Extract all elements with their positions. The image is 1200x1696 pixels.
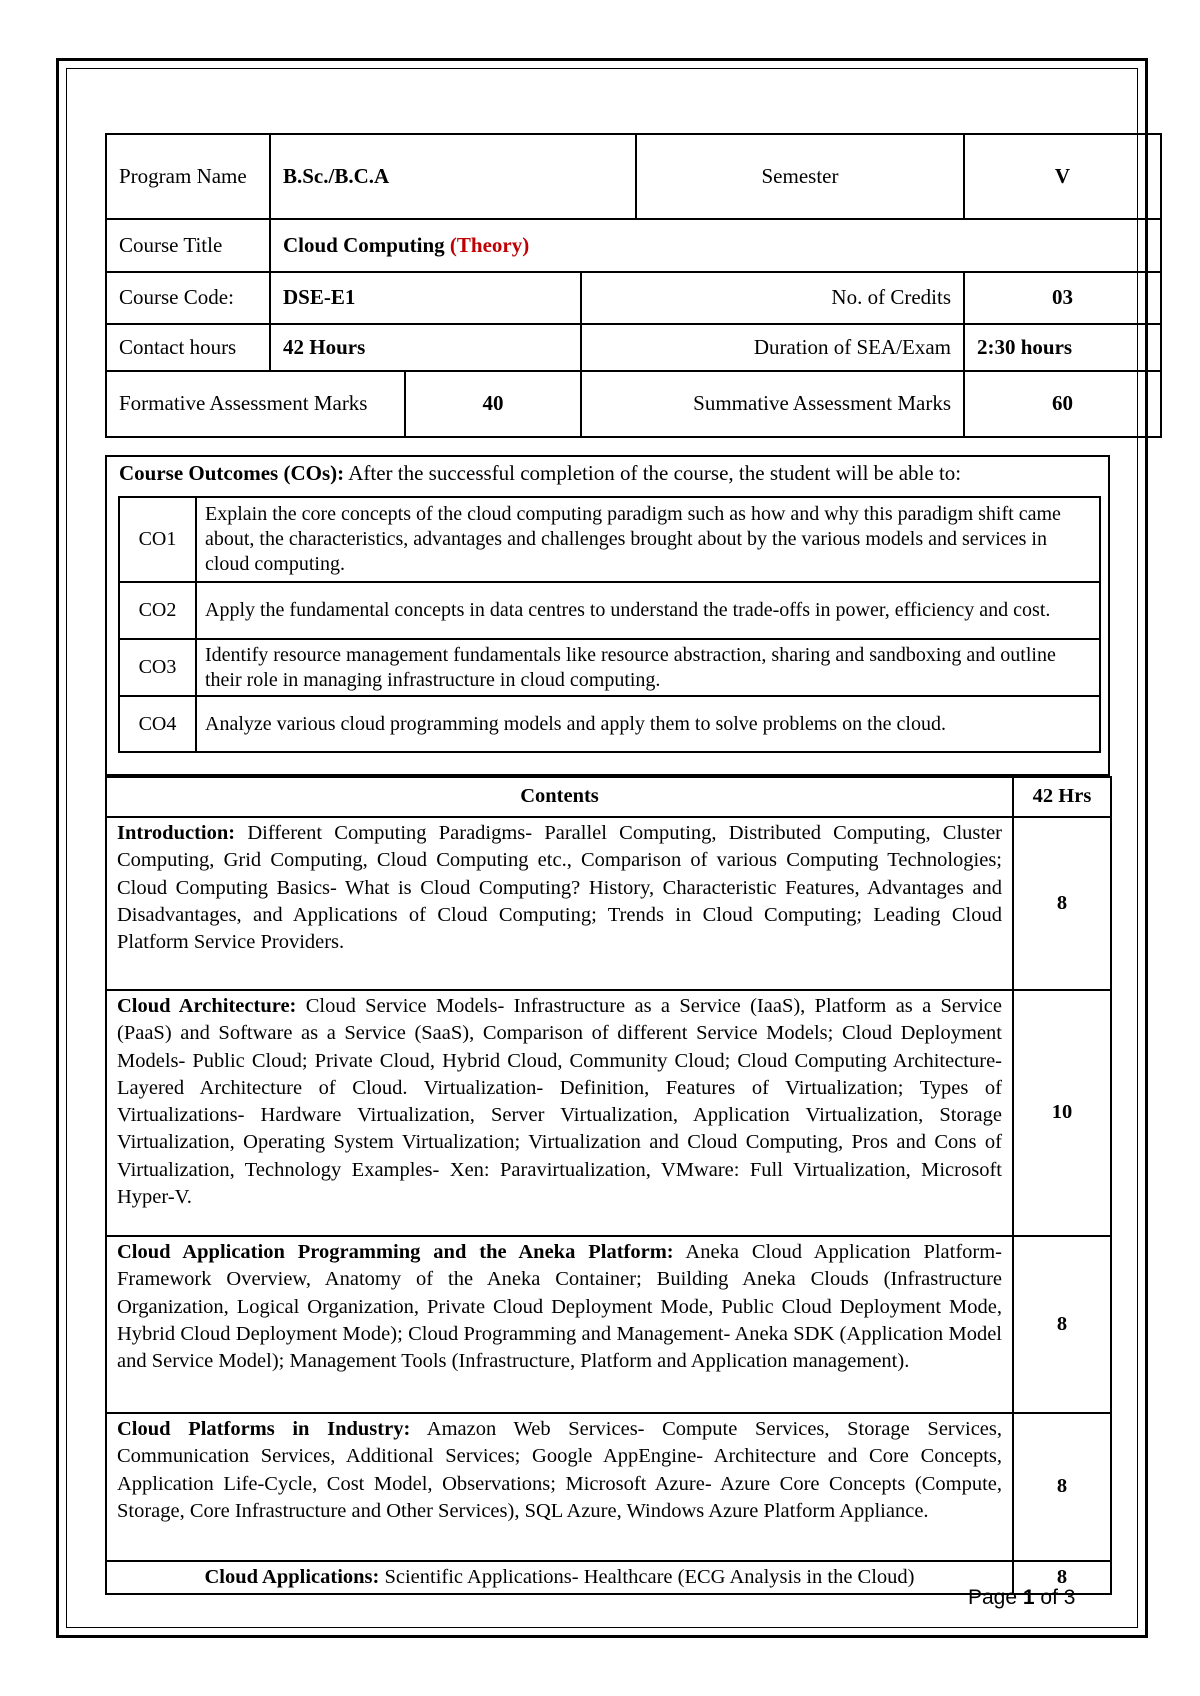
course-outcomes-table <box>118 496 1101 753</box>
course-outcomes-heading <box>119 461 961 486</box>
course-title-cell <box>270 219 1161 272</box>
summative-value: 60 <box>964 371 1161 437</box>
co-row <box>119 582 1100 639</box>
unit-description <box>106 990 1013 1236</box>
unit-hours: 8 <box>1013 1561 1111 1594</box>
co-row <box>119 497 1100 582</box>
co-id: CO1 <box>119 497 196 582</box>
unit-text: Aneka Cloud Application Platform- Framework Overview, Anatomy of the Aneka Container; Building Aneka Clouds (Infrastructure Organization, Logical Organization, Private Cloud Deployment Mode, Public Cloud Deployment Mode, Hybrid Cloud Deployment Mode); Cloud Programming and Management- Aneka SDK (Application Model and Service Model); Management Tools (Infrastructure, Platform and Application management). <box>117 1241 1003 1372</box>
course-info-table <box>105 133 1162 438</box>
unit-title: Cloud Architecture: <box>117 995 297 1017</box>
unit-row <box>106 817 1111 990</box>
semester-value: V <box>964 134 1161 219</box>
unit-hours: 8 <box>1013 1236 1111 1413</box>
unit-title: Cloud Applications: <box>204 1566 380 1588</box>
credits-value: 03 <box>964 272 1161 324</box>
co-id: CO3 <box>119 639 196 696</box>
unit-text: Cloud Service Models- Infrastructure as a Service (IaaS), Platform as a Service (PaaS) and Software as a Service (SaaS), Comparison of different Service Models; Cloud Deployment Models- Public Cloud; Private Cloud, Hybrid Cloud, Community Cloud; Cloud Computing Architecture- Layered Architecture of Cloud. Virtualization- Definition, Features of Virtualization; Types of Virtualizations- Hardware Virtualization, Server Virtualization, Application Virtualization, Storage Virtualization, Operating System Virtualization; Virtualization and Cloud Computing, Pros and Cons of Virtualization, Technology Examples- Xen: Paravirtualization, VMware: Full Virtualization, Microsoft Hyper-V. <box>117 995 1003 1208</box>
unit-title: Cloud Application Programming and the Aneka Platform: <box>117 1241 674 1263</box>
program-name-value: B.Sc./B.C.A <box>270 134 636 219</box>
co-id: CO2 <box>119 582 196 639</box>
course-outcomes-heading-text: After the successful completion of the course, the student will be able to: <box>348 461 962 485</box>
unit-row <box>106 1236 1111 1413</box>
unit-hours: 10 <box>1013 990 1111 1236</box>
of-label: of <box>1040 1586 1058 1609</box>
contents-table <box>105 776 1112 1595</box>
summative-label: Summative Assessment Marks <box>581 371 964 437</box>
co-text: Explain the core concepts of the cloud computing paradigm such as how and why this paradigm shift came about, the characteristics, advantages and challenges brought about by the various models and services in cloud computing. <box>196 497 1100 582</box>
program-name-label: Program Name <box>106 134 270 219</box>
unit-description <box>106 1413 1013 1561</box>
co-text: Analyze various cloud programming models and apply them to solve problems on the cloud. <box>196 696 1100 752</box>
co-text: Identify resource management fundamentals like resource abstraction, sharing and sandboxing and outline their role in managing infrastructure in cloud computing. <box>196 639 1100 696</box>
duration-label: Duration of SEA/Exam <box>581 324 964 371</box>
unit-hours: 8 <box>1013 1413 1111 1561</box>
contents-header-row <box>106 777 1111 817</box>
course-title-value: Cloud Computing <box>283 232 445 257</box>
unit-text: Different Computing Paradigms- Parallel Computing, Distributed Computing, Cluster Computing, Grid Computing, Cloud Computing etc., Comparison of various Computing Technologies; Cloud Computing Basics- What is Cloud Computing? History, Characteristic Features, Advantages and Disadvantages, and Applications of Cloud Computing; Trends in Cloud Computing; Leading Cloud Platform Service Providers. <box>117 822 1002 953</box>
contents-header: Contents <box>106 777 1013 817</box>
unit-text: Scientific Applications- Healthcare (ECG Analysis in the Cloud) <box>384 1566 915 1588</box>
contact-hours-value: 42 Hours <box>270 324 581 371</box>
unit-title: Cloud Platforms in Industry: <box>117 1418 411 1440</box>
unit-row <box>106 1413 1111 1561</box>
unit-hours: 8 <box>1013 817 1111 990</box>
co-row <box>119 696 1100 752</box>
total-pages: 3 <box>1063 1586 1076 1609</box>
credits-label: No. of Credits <box>581 272 964 324</box>
course-outcomes-box <box>105 455 1110 776</box>
co-id: CO4 <box>119 696 196 752</box>
semester-label: Semester <box>636 134 964 219</box>
current-page: 1 <box>1022 1586 1035 1609</box>
unit-row <box>106 990 1111 1236</box>
course-code-label: Course Code: <box>106 272 270 324</box>
course-outcomes-heading-label: Course Outcomes (COs): <box>119 461 345 485</box>
unit-row <box>106 1561 1111 1594</box>
page-label: Page <box>968 1586 1018 1609</box>
unit-title: Introduction: <box>117 822 236 844</box>
co-text: Apply the fundamental concepts in data centres to understand the trade-offs in power, efficiency and cost. <box>196 582 1100 639</box>
course-code-value: DSE-E1 <box>270 272 581 324</box>
contact-hours-label: Contact hours <box>106 324 270 371</box>
course-title-suffix: (Theory) <box>449 232 530 257</box>
page-number <box>968 1586 1075 1610</box>
unit-description <box>106 817 1013 990</box>
duration-value: 2:30 hours <box>964 324 1161 371</box>
contents-hours-header: 42 Hrs <box>1013 777 1111 817</box>
course-title-label: Course Title <box>106 219 270 272</box>
unit-description <box>106 1561 1013 1594</box>
formative-value: 40 <box>405 371 581 437</box>
co-row <box>119 639 1100 696</box>
unit-description <box>106 1236 1013 1413</box>
formative-label: Formative Assessment Marks <box>106 371 405 437</box>
unit-text: Amazon Web Services- Compute Services, Storage Services, Communication Services, Additional Services; Google AppEngine- Architecture and Core Concepts, Application Life-Cycle, Cost Model, Observations; Microsoft Azure- Azure Core Concepts (Compute, Storage, Core Infrastructure and Other Services), SQL Azure, Windows Azure Platform Appliance. <box>117 1418 1002 1522</box>
